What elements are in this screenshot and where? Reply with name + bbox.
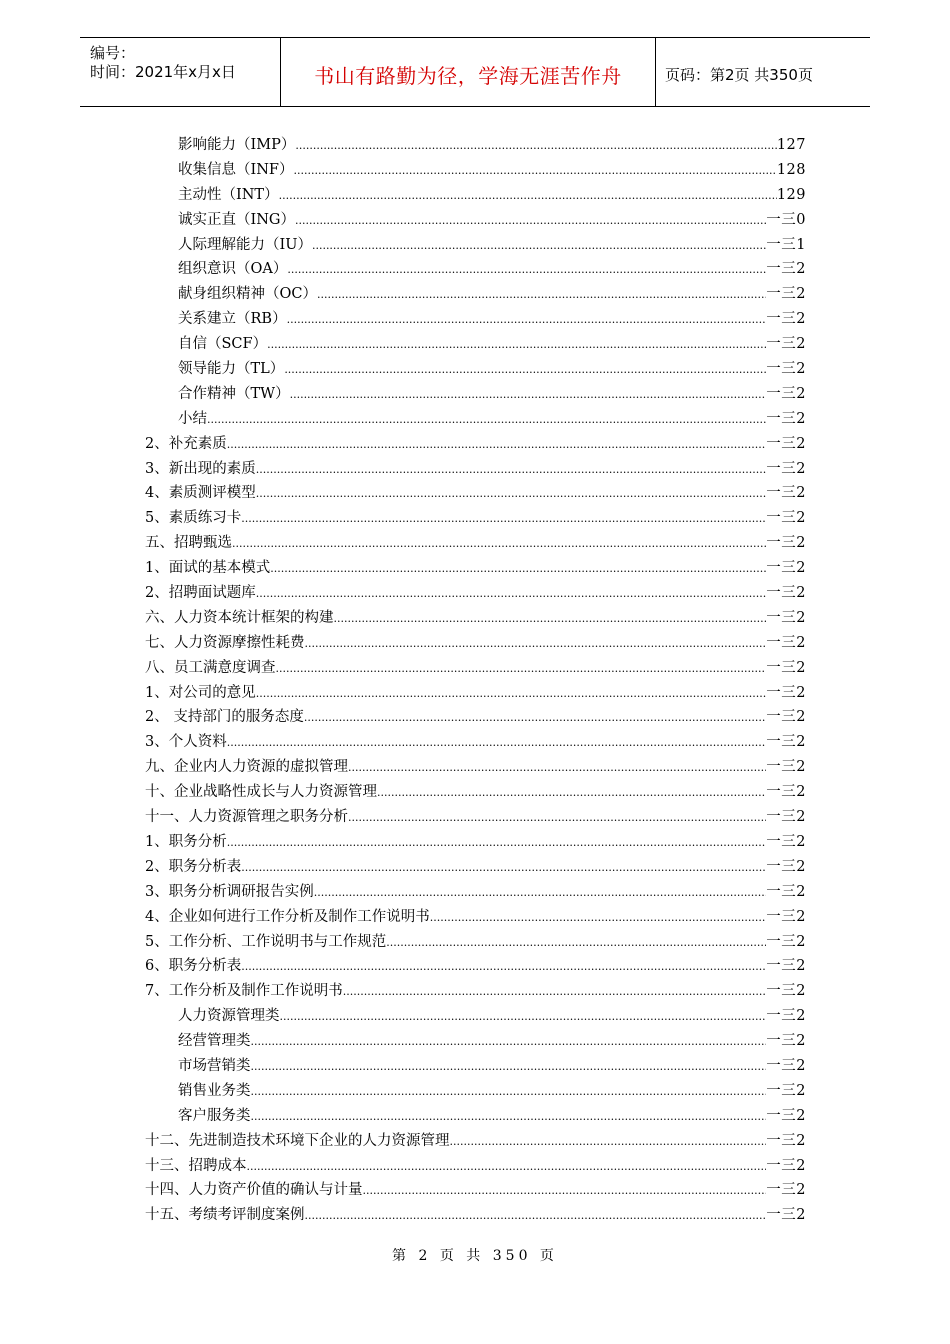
toc-leader-dots [295, 214, 766, 227]
toc-entry-line [145, 979, 806, 1000]
toc-entry[interactable] [0, 430, 950, 455]
toc-entry-line [178, 257, 806, 278]
toc-entry-page: 127 [776, 137, 806, 153]
toc-leader-dots [280, 1010, 767, 1023]
toc-leader-dots [251, 1060, 767, 1073]
toc-leader-dots [256, 687, 767, 700]
toc-entry-line [178, 133, 806, 154]
toc-entry-title: 献身组织精神（OC） [178, 286, 317, 303]
toc-entry-line [178, 282, 806, 303]
toc-entry[interactable] [0, 853, 950, 878]
toc-entry-page: 一三2 [766, 1033, 806, 1050]
toc-leader-dots [279, 189, 777, 202]
toc-entry-line [145, 930, 806, 951]
toc-entry-line [145, 481, 806, 502]
toc-entry-page: 一三2 [766, 1082, 806, 1099]
toc-entry[interactable] [0, 903, 950, 928]
toc-entry-title: 5、工作分析、工作说明书与工作规范 [145, 933, 387, 950]
toc-entry[interactable] [0, 305, 950, 330]
toc-entry-line [145, 954, 806, 975]
toc-leader-dots [377, 786, 766, 799]
toc-entry-title: 十四、人力资产价值的确认与计量 [145, 1182, 363, 1199]
toc-entry-page: 一三1 [766, 236, 806, 253]
toc-leader-dots [348, 811, 766, 824]
toc-entry[interactable] [0, 1102, 950, 1127]
toc-entry-line [145, 681, 806, 702]
toc-entry-title: 诚实正直（ING） [178, 211, 295, 228]
toc-entry-line [145, 631, 806, 652]
toc-leader-dots [312, 239, 766, 252]
toc-entry-title: 3、个人资料 [145, 734, 227, 751]
toc-entry-line [178, 1054, 806, 1075]
toc-entry[interactable] [0, 977, 950, 1002]
toc-entry-page: 一三2 [766, 560, 806, 577]
toc-entry-line [178, 1079, 806, 1100]
toc-entry-page: 一三2 [766, 983, 806, 1000]
toc-leader-dots [241, 861, 766, 874]
toc-entry-page: 一三2 [766, 1207, 806, 1224]
toc-entry[interactable] [0, 803, 950, 828]
header-meta [80, 38, 280, 106]
toc-entry-page: 一三2 [766, 809, 806, 826]
page-footer: 第 2 页 共 350 页 [392, 1248, 558, 1264]
toc-entry-line [178, 332, 806, 353]
toc-leader-dots [251, 1085, 767, 1098]
toc-entry[interactable] [0, 330, 950, 355]
toc-entry-page: 一三2 [766, 908, 806, 925]
toc-entry[interactable] [0, 504, 950, 529]
toc-entry-line [178, 1029, 806, 1050]
toc-entry-page: 一三2 [766, 684, 806, 701]
toc-entry-page: 一三2 [766, 1132, 806, 1149]
toc-entry-page: 一三2 [766, 759, 806, 776]
toc-leader-dots [450, 1135, 767, 1148]
toc-entry-page: 一三2 [766, 1182, 806, 1199]
toc-entry-title: 主动性（INT） [178, 186, 279, 203]
toc-entry[interactable] [0, 131, 950, 156]
toc-entry-title: 组织意识（OA） [178, 261, 288, 278]
toc-entry[interactable] [0, 1176, 950, 1201]
toc-entry-page: 129 [776, 186, 806, 203]
toc-entry-line [145, 755, 806, 776]
toc-entry[interactable] [0, 554, 950, 579]
toc-entry-page: 一三2 [766, 609, 806, 626]
toc-leader-dots [256, 487, 767, 500]
toc-entry-title: 2、补充素质 [145, 435, 227, 452]
toc-entry-title: 人际理解能力（IU） [178, 236, 312, 253]
toc-entry-title: 2、职务分析表 [145, 858, 242, 875]
toc-leader-dots [304, 711, 766, 724]
toc-entry-line [145, 531, 806, 552]
toc-entry-page: 一三2 [766, 485, 806, 502]
toc-entry[interactable] [0, 604, 950, 629]
toc-entry-line [145, 780, 806, 801]
toc-leader-dots [363, 1184, 767, 1197]
toc-entry-title: 2、 支持部门的服务态度 [145, 709, 304, 726]
toc-entry[interactable] [0, 181, 950, 206]
toc-entry-line [145, 730, 806, 751]
toc-leader-dots [270, 562, 766, 575]
toc-leader-dots [314, 886, 767, 899]
toc-entry[interactable] [0, 1152, 950, 1177]
header-page-info: 页码：第2页 共350页 [665, 66, 813, 84]
toc-entry-line [145, 1178, 806, 1199]
header-motto-cell [280, 38, 656, 106]
page-header [80, 37, 870, 107]
toc-entry[interactable] [0, 579, 950, 604]
toc-entry[interactable] [0, 255, 950, 280]
toc-entry-line [178, 1004, 806, 1025]
toc-leader-dots [386, 936, 766, 949]
toc-entry-page: 一三2 [766, 784, 806, 801]
toc-entry-title: 市场营销类 [178, 1057, 251, 1074]
toc-entry-line [145, 457, 806, 478]
toc-entry-page: 一三2 [766, 883, 806, 900]
toc-entry[interactable] [0, 206, 950, 231]
toc-leader-dots [284, 363, 766, 376]
toc-entry[interactable] [0, 1027, 950, 1052]
toc-entry-title: 1、面试的基本模式 [145, 560, 271, 577]
toc-leader-dots [430, 911, 767, 924]
toc-leader-dots [317, 288, 766, 301]
toc-entry-title: 收集信息（INF） [178, 161, 294, 178]
toc-entry[interactable] [0, 728, 950, 753]
toc-entry-line [178, 307, 806, 328]
toc-entry-title: 6、职务分析表 [145, 958, 242, 975]
toc-entry-line [178, 158, 806, 179]
toc-leader-dots [256, 463, 767, 476]
toc-entry-page: 一三2 [766, 535, 806, 552]
toc-leader-dots [227, 736, 767, 749]
toc-entry[interactable] [0, 231, 950, 256]
toc-entry-title: 2、招聘面试题库 [145, 585, 256, 602]
toc-entry-title: 销售业务类 [178, 1082, 251, 1099]
toc-entry-title: 十五、考绩考评制度案例 [145, 1207, 305, 1224]
toc-entry-line [145, 905, 806, 926]
toc-leader-dots [267, 338, 766, 351]
toc-entry-page: 一三2 [766, 659, 806, 676]
toc-entry-title: 人力资源管理类 [178, 1008, 280, 1025]
toc-entry-line [145, 656, 806, 677]
toc-entry[interactable] [0, 703, 950, 728]
toc-entry-title: 7、工作分析及制作工作说明书 [145, 983, 343, 1000]
toc-entry-title: 十二、先进制造技术环境下企业的人力资源管理 [145, 1132, 450, 1149]
toc-entry-line [145, 705, 806, 726]
toc-entry[interactable] [0, 928, 950, 953]
toc-entry-title: 合作精神（TW） [178, 385, 290, 402]
toc-entry-line [145, 1203, 806, 1224]
toc-entry-page: 一三2 [766, 460, 806, 477]
toc-entry-page: 一三2 [766, 933, 806, 950]
toc-leader-dots [227, 836, 767, 849]
toc-entry-line [145, 506, 806, 527]
toc-entry-page: 一三0 [766, 211, 806, 228]
toc-entry-page: 一三2 [766, 958, 806, 975]
toc-entry-title: 六、人力资本统计框架的构建 [145, 609, 334, 626]
toc-entry-line [178, 407, 806, 428]
toc-entry-title: 客户服务类 [178, 1107, 251, 1124]
toc-leader-dots [343, 985, 767, 998]
toc-entry[interactable] [0, 479, 950, 504]
toc-entry[interactable] [0, 280, 950, 305]
toc-leader-dots [247, 1160, 767, 1173]
toc-entry-title: 自信（SCF） [178, 336, 268, 353]
toc-leader-dots [276, 662, 767, 675]
toc-entry-line [145, 805, 806, 826]
toc-entry-line [178, 183, 806, 204]
toc-leader-dots [232, 537, 766, 550]
toc-leader-dots [348, 761, 766, 774]
toc-entry-line [178, 382, 806, 403]
toc-entry-title: 领导能力（TL） [178, 361, 285, 378]
toc-entry-title: 十一、人力资源管理之职务分析 [145, 809, 348, 826]
toc-entry[interactable] [0, 1201, 950, 1226]
toc-entry-page: 128 [776, 161, 806, 178]
table-of-contents [0, 131, 950, 1226]
toc-leader-dots [287, 263, 766, 276]
toc-entry-line [178, 208, 806, 229]
toc-leader-dots [295, 139, 776, 152]
toc-entry[interactable] [0, 778, 950, 803]
toc-leader-dots [251, 1035, 767, 1048]
toc-entry-page: 一三2 [766, 833, 806, 850]
toc-entry-title: 九、企业内人力资源的虚拟管理 [145, 759, 348, 776]
toc-entry[interactable] [0, 753, 950, 778]
toc-entry-page: 一三2 [766, 361, 806, 378]
toc-entry-line [145, 432, 806, 453]
toc-entry-line [145, 556, 806, 577]
toc-entry-line [145, 1129, 806, 1150]
toc-entry-title: 七、人力资源摩擦性耗费 [145, 634, 305, 651]
toc-entry-line [178, 1104, 806, 1125]
toc-leader-dots [305, 1209, 767, 1222]
toc-entry[interactable] [0, 1127, 950, 1152]
toc-entry[interactable] [0, 455, 950, 480]
toc-entry-line [178, 233, 806, 254]
toc-entry[interactable] [0, 529, 950, 554]
toc-entry-title: 4、素质测评模型 [145, 485, 256, 502]
header-page-cell [655, 38, 870, 106]
toc-entry[interactable] [0, 156, 950, 181]
toc-entry[interactable] [0, 1077, 950, 1102]
toc-leader-dots [334, 612, 767, 625]
toc-entry[interactable] [0, 1002, 950, 1027]
toc-entry-page: 一三2 [766, 634, 806, 651]
toc-entry-line [145, 1154, 806, 1175]
toc-entry-title: 经营管理类 [178, 1033, 251, 1050]
toc-entry-title: 八、员工满意度调查 [145, 659, 276, 676]
toc-leader-dots [251, 1110, 767, 1123]
toc-entry-title: 3、职务分析调研报告实例 [145, 883, 314, 900]
toc-entry-line [145, 830, 806, 851]
toc-leader-dots [227, 438, 767, 451]
toc-entry-title: 小结 [178, 410, 207, 427]
toc-entry-page: 一三2 [766, 286, 806, 303]
toc-entry[interactable] [0, 654, 950, 679]
date-text: 时间：2021年x月x日 [90, 63, 236, 81]
toc-entry-title: 十三、招聘成本 [145, 1157, 247, 1174]
toc-entry-page: 一三2 [766, 410, 806, 427]
toc-entry-page: 一三2 [766, 385, 806, 402]
toc-entry-page: 一三2 [766, 585, 806, 602]
toc-entry[interactable] [0, 679, 950, 704]
toc-entry-title: 影响能力（IMP） [178, 137, 296, 153]
toc-entry-line [145, 855, 806, 876]
toc-entry[interactable] [0, 405, 950, 430]
toc-entry-line [145, 606, 806, 627]
toc-entry[interactable] [0, 878, 950, 903]
toc-entry-page: 一三2 [766, 1057, 806, 1074]
toc-leader-dots [241, 512, 766, 525]
toc-entry-title: 五、招聘甄选 [145, 535, 232, 552]
toc-leader-dots [290, 388, 767, 401]
toc-entry-page: 一三2 [766, 336, 806, 353]
toc-entry-title: 1、对公司的意见 [145, 684, 256, 701]
toc-leader-dots [207, 413, 766, 426]
toc-entry-line [145, 581, 806, 602]
toc-entry-title: 5、素质练习卡 [145, 510, 242, 527]
toc-leader-dots [293, 164, 776, 177]
toc-entry[interactable] [0, 629, 950, 654]
motto: 书山有路勤为径，学海无涯苦作舟 [314, 64, 622, 88]
toc-entry-title: 1、职务分析 [145, 833, 227, 850]
toc-entry-title: 3、新出现的素质 [145, 460, 256, 477]
toc-entry-page: 一三2 [766, 734, 806, 751]
toc-entry[interactable] [0, 952, 950, 977]
toc-entry-page: 一三2 [766, 709, 806, 726]
toc-entry-title: 关系建立（RB） [178, 311, 287, 328]
toc-entry[interactable] [0, 828, 950, 853]
toc-entry-page: 一三2 [766, 435, 806, 452]
toc-entry-line [178, 357, 806, 378]
toc-entry-page: 一三2 [766, 858, 806, 875]
toc-entry-page: 一三2 [766, 311, 806, 328]
serial-label: 编号： [90, 44, 136, 62]
toc-leader-dots [241, 960, 766, 973]
toc-leader-dots [287, 313, 767, 326]
toc-entry-page: 一三2 [766, 1008, 806, 1025]
toc-entry-line [145, 880, 806, 901]
toc-leader-dots [256, 587, 767, 600]
toc-leader-dots [305, 637, 767, 650]
toc-entry-page: 一三2 [766, 510, 806, 527]
toc-entry[interactable] [0, 1052, 950, 1077]
toc-entry-title: 4、企业如何进行工作分析及制作工作说明书 [145, 908, 430, 925]
toc-entry[interactable] [0, 380, 950, 405]
toc-entry-page: 一三2 [766, 1157, 806, 1174]
toc-entry-title: 十、企业战略性成长与人力资源管理 [145, 784, 377, 801]
toc-entry[interactable] [0, 355, 950, 380]
toc-entry-page: 一三2 [766, 261, 806, 278]
toc-entry-page: 一三2 [766, 1107, 806, 1124]
